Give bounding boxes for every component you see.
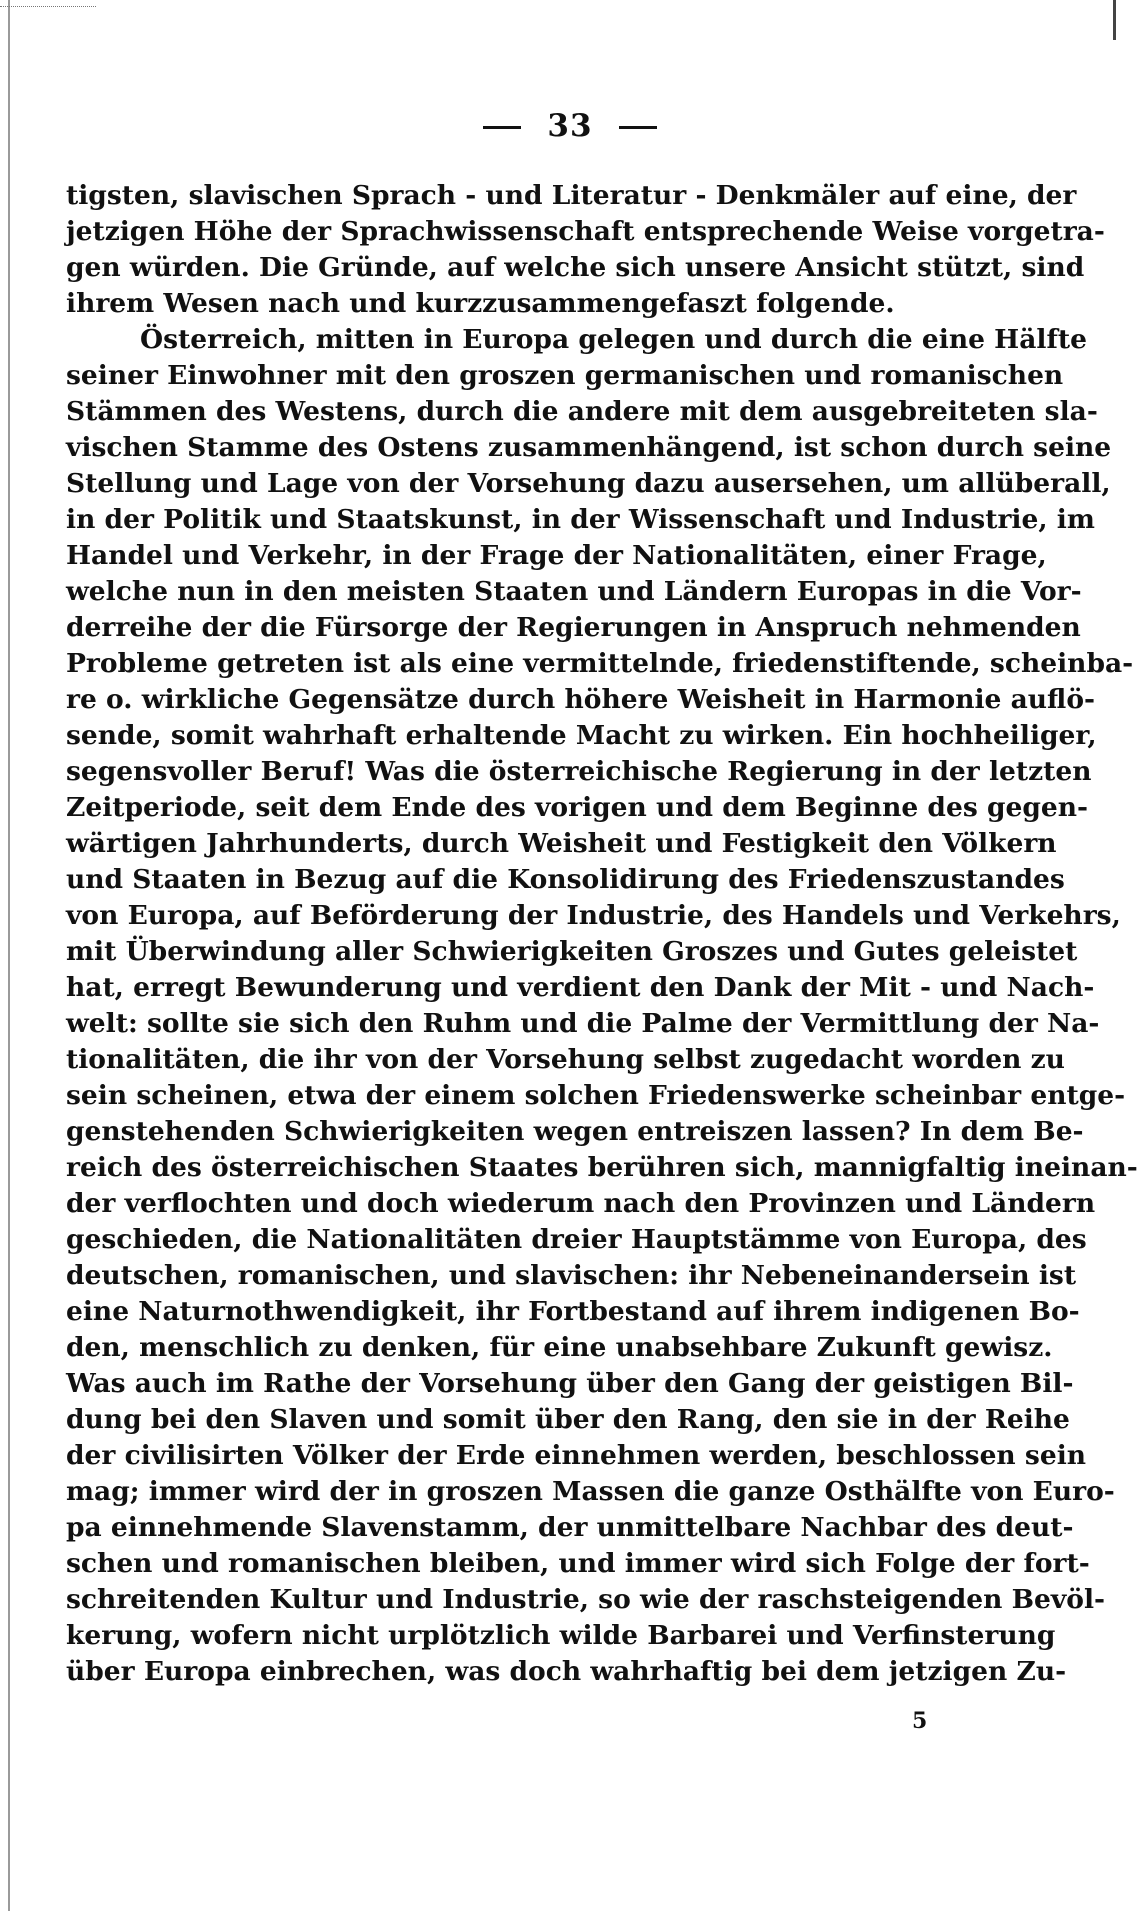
- text-line: seiner Einwohner mit den groszen germanischen und romanischen: [66, 360, 1064, 391]
- text-line: segensvoller Beruf! Was die österreichische Regierung in der letzten: [66, 756, 1092, 787]
- text-line: von Europa, auf Beförderung der Industrie, des Handels und Verkehrs,: [66, 900, 1121, 931]
- scan-top-rule: [0, 6, 96, 8]
- paragraph-first-line: Österreich, mitten in Europa gelegen und durch die eine Hälfte: [140, 324, 1087, 355]
- text-line: sein scheinen, etwa der einem solchen Friedenswerke scheinbar entge-: [66, 1080, 1126, 1111]
- text-line: den, menschlich zu denken, für eine unabsehbare Zukunft gewisz.: [66, 1332, 1053, 1363]
- text-line: der verflochten und doch wiederum nach den Provinzen und Ländern: [66, 1188, 1096, 1219]
- text-line: schen und romanischen bleiben, und immer wird sich Folge der fort-: [66, 1548, 1090, 1579]
- text-line: genstehenden Schwierigkeiten wegen entreiszen lassen? In dem Be-: [66, 1116, 1084, 1147]
- text-line: gen würden. Die Gründe, auf welche sich unsere Ansicht stützt, sind: [66, 252, 1085, 283]
- page-number: 33: [547, 108, 593, 144]
- text-line: welt: sollte sie sich den Ruhm und die Palme der Vermittlung der Na-: [66, 1008, 1100, 1039]
- text-line: eine Naturnothwendigkeit, ihr Fortbestand auf ihrem indigenen Bo-: [66, 1296, 1080, 1327]
- text-line: Handel und Verkehr, in der Frage der Nationalitäten, einer Frage,: [66, 540, 1047, 571]
- text-line: tionalitäten, die ihr von der Vorsehung selbst zugedacht worden zu: [66, 1044, 1065, 1075]
- text-line: reich des österreichischen Staates berühren sich, mannigfaltig ineinan-: [66, 1152, 1138, 1183]
- text-line: sende, somit wahrhaft erhaltende Macht zu wirken. Ein hochheiliger,: [66, 720, 1097, 751]
- text-line: Stellung und Lage von der Vorsehung dazu ausersehen, um allüberall,: [66, 468, 1111, 499]
- text-line: hat, erregt Bewunderung und verdient den Dank der Mit - und Nach-: [66, 972, 1095, 1003]
- text-line: ihrem Wesen nach und kurzzusammengefaszt folgende.: [66, 288, 895, 319]
- text-line: wärtigen Jahrhunderts, durch Weisheit und Festigkeit den Völkern: [66, 828, 1057, 859]
- page-header: [0, 108, 1140, 144]
- text-line: mit Überwindung aller Schwierigkeiten Groszes und Gutes geleistet: [66, 936, 1078, 967]
- text-line: schreitenden Kultur und Industrie, so wie der raschsteigenden Bevöl-: [66, 1584, 1106, 1615]
- text-line: geschieden, die Nationalitäten dreier Hauptstämme von Europa, des: [66, 1224, 1087, 1255]
- text-line: vischen Stamme des Ostens zusammenhängend, ist schon durch seine: [66, 432, 1112, 463]
- text-line: re o. wirkliche Gegensätze durch höhere Weisheit in Harmonie auflö-: [66, 684, 1095, 715]
- text-line: über Europa einbrechen, was doch wahrhaftig bei dem jetzigen Zu-: [66, 1656, 1067, 1687]
- text-line: dung bei den Slaven und somit über den Rang, den sie in der Reihe: [66, 1404, 1070, 1435]
- text-line: kerung, wofern nicht urplötzlich wilde Barbarei und Verfinsterung: [66, 1620, 1056, 1651]
- text-line: Was auch im Rathe der Vorsehung über den Gang der geistigen Bil-: [66, 1368, 1074, 1399]
- text-line: in der Politik und Staatskunst, in der Wissenschaft und Industrie, im: [66, 504, 1095, 535]
- text-line: derreihe der die Fürsorge der Regierungen in Anspruch nehmenden: [66, 612, 1081, 643]
- header-dash-left: [483, 126, 521, 129]
- text-line: Probleme getreten ist als eine vermittelnde, friedenstiftende, scheinba-: [66, 648, 1134, 679]
- text-line: der civilisirten Völker der Erde einnehmen werden, beschlossen sein: [66, 1440, 1087, 1471]
- text-line: Zeitperiode, seit dem Ende des vorigen und dem Beginne des gegen-: [66, 792, 1089, 823]
- text-line: und Staaten in Bezug auf die Konsolidirung des Friedenszustandes: [66, 864, 1065, 895]
- text-line: Stämmen des Westens, durch die andere mit dem ausgebreiteten sla-: [66, 396, 1098, 427]
- text-line: welche nun in den meisten Staaten und Ländern Europas in die Vor-: [66, 576, 1082, 607]
- text-line: tigsten, slavischen Sprach - und Literatur - Denkmäler auf eine, der: [66, 180, 1077, 211]
- text-line: pa einnehmende Slavenstamm, der unmittelbare Nachbar des deut-: [66, 1512, 1074, 1543]
- signature-mark: 5: [912, 1708, 928, 1734]
- header-dash-right: [619, 126, 657, 129]
- scan-right-mark: [1113, 0, 1116, 40]
- text-line: jetzigen Höhe der Sprachwissenschaft entsprechende Weise vorgetra-: [66, 216, 1105, 247]
- text-line: deutschen, romanischen, und slavischen: ihr Nebeneinandersein ist: [66, 1260, 1077, 1291]
- text-line: mag; immer wird der in groszen Massen die ganze Osthälfte von Euro-: [66, 1476, 1115, 1507]
- scan-left-edge: [8, 0, 10, 1911]
- page-body: [66, 178, 1138, 1690]
